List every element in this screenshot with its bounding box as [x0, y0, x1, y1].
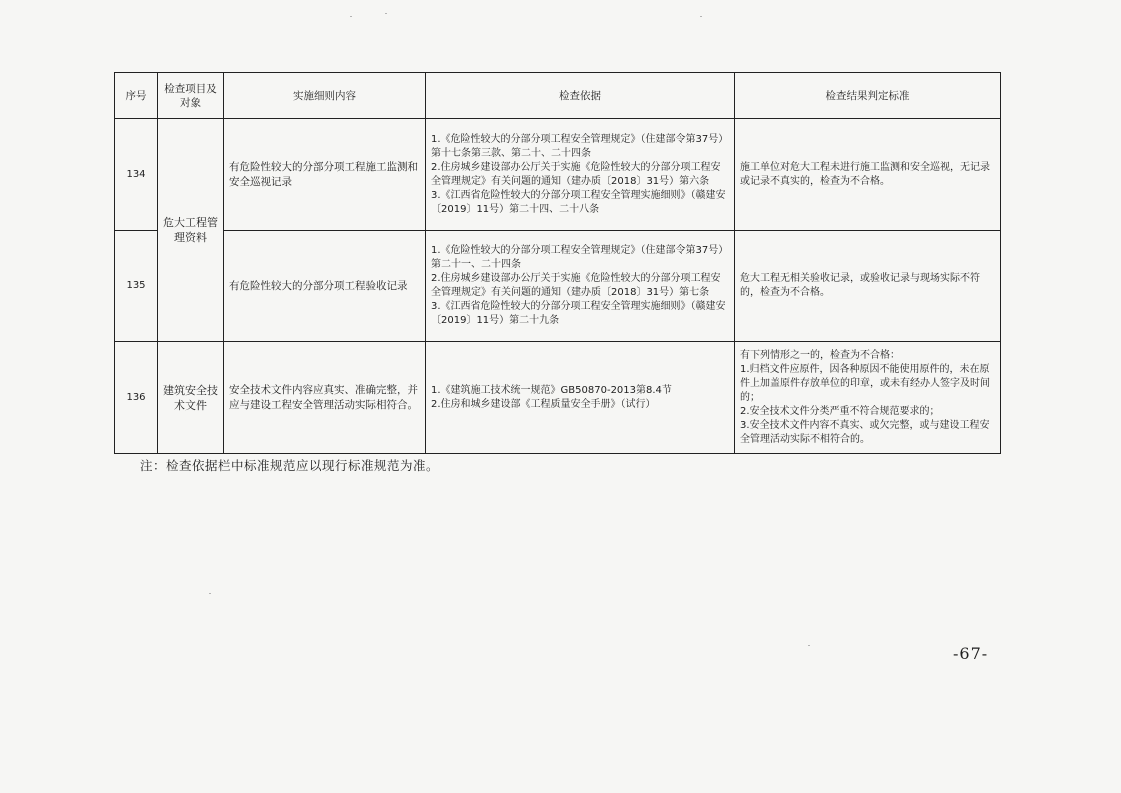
row-content: 有危险性较大的分部分项工程施工监测和安全巡视记录: [224, 119, 426, 231]
row-content: 安全技术文件内容应真实、准确完整，并应与建设工程安全管理活动实际相符合。: [224, 342, 426, 454]
basis-item: 1.《建筑施工技术统一规范》GB50870-2013第8.4节: [431, 384, 672, 396]
row-basis: [426, 231, 735, 342]
table-row: [115, 119, 1001, 231]
inspection-table: [114, 72, 1001, 454]
table-row: [115, 231, 1001, 342]
row-object-merged: 危大工程管理资料: [158, 119, 224, 342]
basis-item: 2.住房城乡建设部办公厅关于实施《危险性较大的分部分项工程安全管理规定》有关问题的通知（建办质〔2018〕31号）第七条: [431, 273, 721, 298]
row-seq: 136: [115, 342, 158, 454]
basis-item: 1.《危险性较大的分部分项工程安全管理规定》（住建部令第37号）第十七条第三款、第二十、二十四条: [431, 133, 729, 159]
header-object: 检查项目及对象: [158, 73, 224, 119]
header-content: 实施细则内容: [224, 73, 426, 119]
row-seq: 135: [115, 231, 158, 342]
header-criteria: 检查结果判定标准: [735, 73, 1001, 119]
page-number: -67-: [953, 644, 989, 663]
scan-speck: [808, 645, 810, 646]
basis-item: 1.《危险性较大的分部分项工程安全管理规定》（住建部令第37号）第二十一、二十四条: [431, 245, 729, 270]
row-criteria: 危大工程无相关验收记录，或验收记录与现场实际不符的，检查为不合格。: [735, 231, 1001, 342]
scan-speck: [385, 13, 387, 14]
table-header-row: [115, 73, 1001, 119]
criteria-item: 2.安全技术文件分类严重不符合规范要求的；: [740, 405, 940, 417]
criteria-item: 有下列情形之一的，检查为不合格：: [740, 349, 900, 361]
header-seq: 序号: [115, 73, 158, 119]
criteria-item: 3.安全技术文件内容不真实、或欠完整，或与建设工程安全管理活动实际不相符合的。: [740, 419, 990, 445]
row-basis: [426, 342, 735, 454]
basis-item: 3.《江西省危险性较大的分部分项工程安全管理实施细则》（赣建安〔2019〕11号）第二十九条: [431, 301, 726, 326]
row-basis: [426, 119, 735, 231]
basis-item: 3.《江西省危险性较大的分部分项工程安全管理实施细则》（赣建安〔2019〕11号）第二十四、二十八条: [431, 189, 726, 215]
footnote: 注：检查依据栏中标准规范应以现行标准规范为准。: [140, 458, 440, 473]
row-seq: 134: [115, 119, 158, 231]
basis-item: 2.住房和城乡建设部《工程质量安全手册》（试行）: [431, 398, 656, 410]
row-object: 建筑安全技术文件: [158, 342, 224, 454]
scan-speck: [209, 593, 211, 594]
criteria-item: 1.归档文件应原件，因各种原因不能使用原件的，未在原件上加盖原件存放单位的印章，或未有经办人签字及时间的；: [740, 363, 990, 403]
table-row: [115, 342, 1001, 454]
scan-speck: [700, 16, 702, 17]
scan-speck: [350, 16, 352, 17]
row-criteria-list: [735, 342, 1001, 454]
header-basis: 检查依据: [426, 73, 735, 119]
row-content: 有危险性较大的分部分项工程验收记录: [224, 231, 426, 342]
basis-item: 2.住房城乡建设部办公厅关于实施《危险性较大的分部分项工程安全管理规定》有关问题的通知（建办质〔2018〕31号）第六条: [431, 161, 721, 187]
row-criteria: 施工单位对危大工程未进行施工监测和安全巡视，无记录或记录不真实的，检查为不合格。: [735, 119, 1001, 231]
